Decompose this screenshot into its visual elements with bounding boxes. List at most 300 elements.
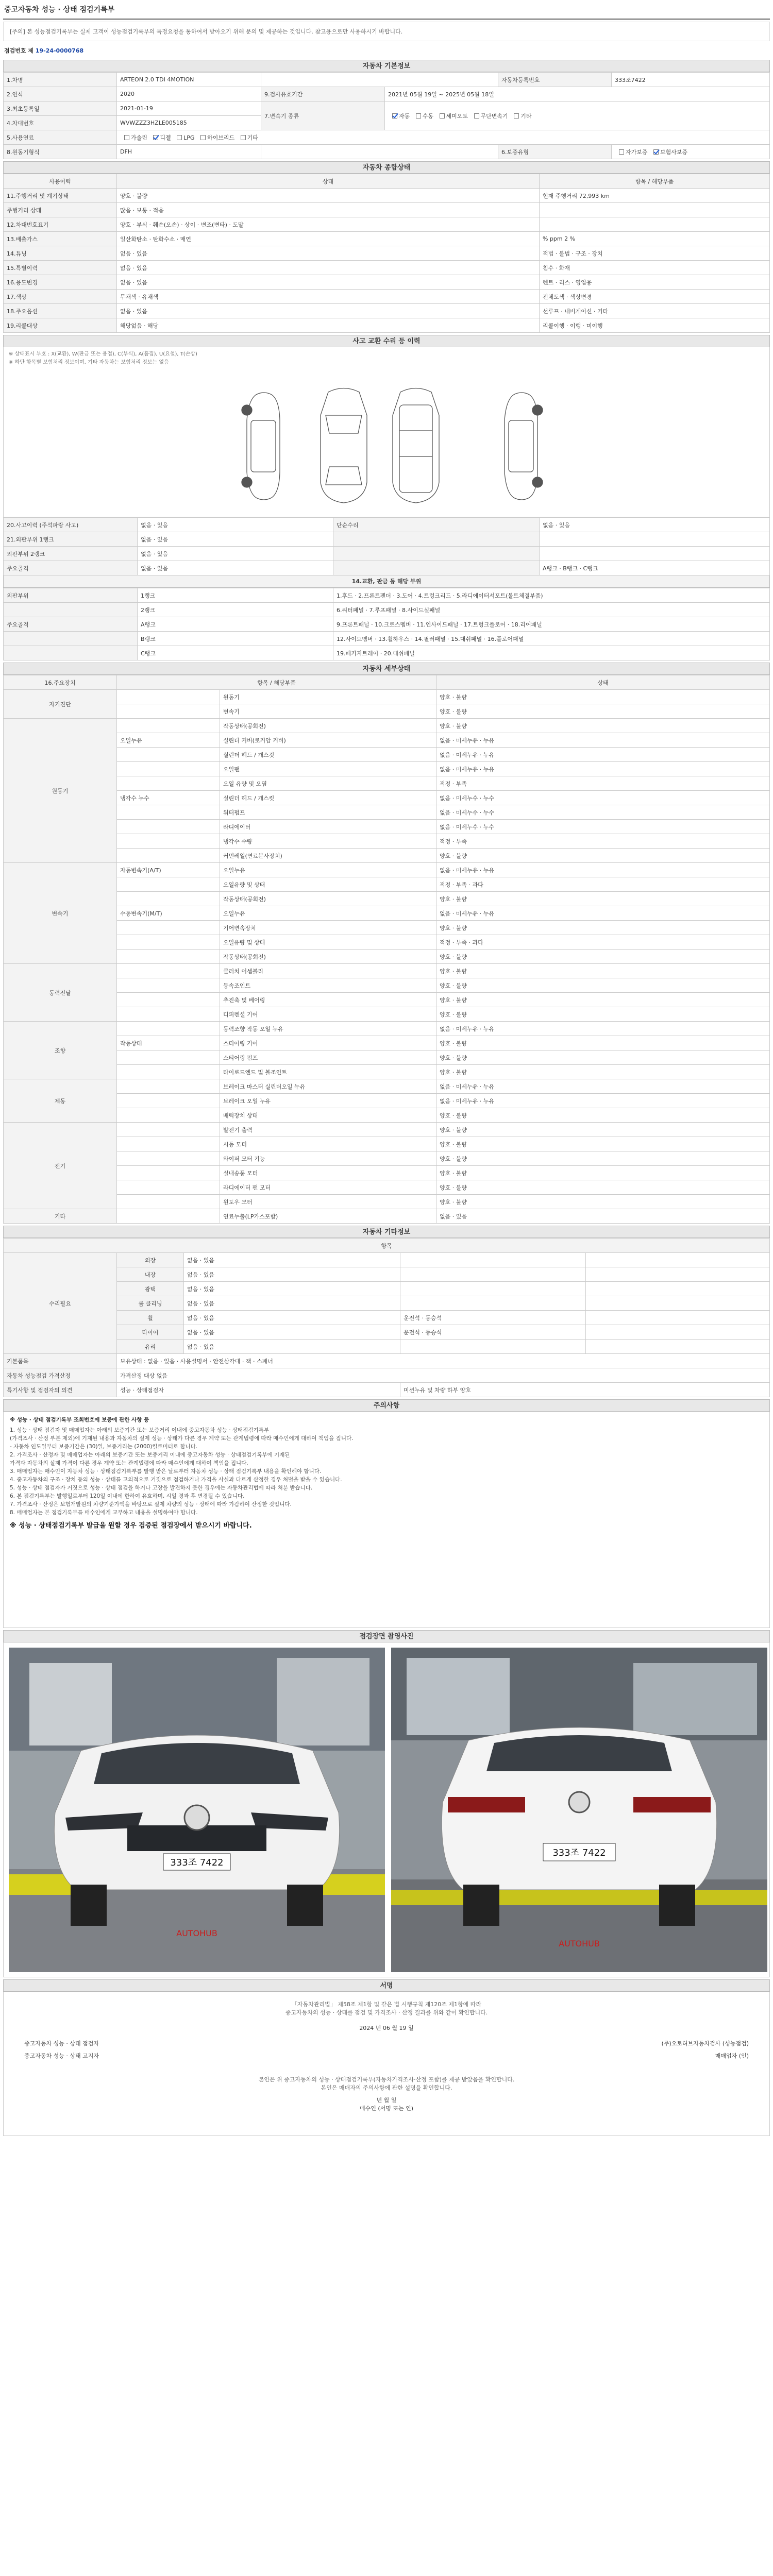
table-row	[4, 217, 770, 232]
item-state: 없음 · 미세누수 · 누수	[436, 805, 770, 820]
col-header: 항목	[4, 1239, 770, 1253]
other-table	[3, 1238, 770, 1397]
caution-line: (가격조사 · 산정 부분 제외)에 기재된 내용과 자동차의 실제 성능 · 상태가 다른 경우 계약 또는 관계법령에 따라 매수인에게 대하여 책임을 집니다.	[10, 1435, 354, 1442]
row-detail: % ppm 2 %	[540, 232, 770, 246]
table-row	[4, 762, 770, 776]
table-row	[4, 1108, 770, 1123]
motor-type: DFH	[117, 145, 261, 159]
row-right-value: A랭크 · B랭크 · C랭크	[540, 561, 770, 575]
row-state: 양호 · 불량	[117, 189, 540, 203]
item-name: 변속기	[220, 704, 436, 719]
price-value: 매매업자 (인)	[715, 2053, 749, 2059]
row-detail: 현재 주행거리 72,993 km	[540, 189, 770, 203]
other-blank	[586, 1267, 770, 1282]
table-row	[4, 805, 770, 820]
sign-date: 2024 년 06 월 19 일	[359, 2025, 414, 2031]
table-row	[4, 978, 770, 993]
checkbox	[392, 113, 397, 118]
table-row	[4, 877, 770, 892]
sign-line: 본인은 매매자의 주의사항에 관한 설명을 확인합니다.	[321, 2084, 452, 2091]
item-name: 등속조인트	[220, 978, 436, 993]
group-label: 기타	[4, 1209, 117, 1224]
table-row	[4, 588, 770, 603]
item-sub	[117, 921, 220, 935]
item-name: 실린더 커버(로커암 커버)	[220, 733, 436, 748]
row-state: 없음 · 있음	[117, 304, 540, 318]
label: 기본품목	[4, 1354, 117, 1368]
parts-table	[3, 588, 770, 660]
checkbox	[200, 135, 206, 140]
table-row	[4, 1209, 770, 1224]
row-state: 없음 · 있음	[117, 246, 540, 261]
item-sub	[117, 719, 220, 733]
table-row	[4, 232, 770, 246]
parts-side: 주요골격	[4, 617, 138, 632]
table-row	[4, 1267, 770, 1282]
item-state: 양호 · 불량	[436, 950, 770, 964]
other-blank	[586, 1282, 770, 1296]
caution-line: 8. 매매업자는 본 점검기록부를 매수인에게 교부하고 내용을 설명하여야 합니다.	[10, 1510, 198, 1516]
group-label: 조향	[4, 1022, 117, 1079]
item-state: 적정 · 부족 · 과다	[436, 935, 770, 950]
item-state: 양호 · 불량	[436, 1195, 770, 1209]
table-row	[4, 704, 770, 719]
item-name: 디퍼렌셜 기어	[220, 1007, 436, 1022]
label: 5.사용연료	[4, 130, 117, 145]
other-extra	[400, 1282, 586, 1296]
group-label: 변속기	[4, 863, 117, 964]
inspector-label: 중고자동차 성능 · 상태 점검자	[24, 2040, 99, 2047]
accident-table	[3, 517, 770, 575]
option-label: 하이브리드	[207, 134, 235, 141]
col-header: 상태	[436, 675, 770, 690]
item-state: 없음 · 미세누유 · 누유	[436, 1094, 770, 1108]
basic-info-table	[3, 72, 770, 159]
other-extra	[400, 1340, 586, 1354]
item-state: 양호 · 불량	[436, 892, 770, 906]
other-state: 없음 · 있음	[184, 1267, 400, 1282]
item-name: 라디에이터	[220, 820, 436, 834]
row-right-label	[333, 561, 540, 575]
table-row	[4, 1340, 770, 1354]
table-row	[4, 1022, 770, 1036]
item-sub	[117, 877, 220, 892]
other-state: 없음 · 있음	[184, 1296, 400, 1311]
floor-brand-text: AUTOHUB	[176, 1928, 217, 1938]
item-state: 양호 · 불량	[436, 978, 770, 993]
item-name: 발전기 출력	[220, 1123, 436, 1137]
row-label: 16.용도변경	[4, 275, 117, 290]
group-label: 동력전달	[4, 964, 117, 1022]
other-state: 없음 · 있음	[184, 1253, 400, 1267]
other-name: 광택	[117, 1282, 184, 1296]
item-sub	[117, 935, 220, 950]
item-name: 워터펌프	[220, 805, 436, 820]
row-detail	[540, 217, 770, 232]
parts-side	[4, 632, 138, 646]
label: 1.차명	[4, 73, 117, 87]
group-label: 제동	[4, 1079, 117, 1123]
table-row	[4, 950, 770, 964]
parts-rank: 2랭크	[138, 603, 333, 617]
section-other-title: 자동차 기타정보	[3, 1226, 770, 1238]
sign-line: 본인은 위 중고자동차의 성능 · 상태점검기록부(자동차가격조사·산정 포함)를 제공 받았음을 확인합니다.	[258, 2076, 515, 2083]
row-label: 15.특별이력	[4, 261, 117, 275]
item-sub	[117, 704, 220, 719]
option-label: 기타	[520, 112, 532, 120]
item-sub	[117, 1137, 220, 1151]
table-row	[4, 1282, 770, 1296]
label: 9.검사유효기간	[261, 87, 385, 101]
row-label: 13.배출가스	[4, 232, 117, 246]
option-label: LPG	[183, 134, 195, 141]
row-label: 11.주행거리 및 계기상태	[4, 189, 117, 203]
item-state: 양호 · 불량	[436, 964, 770, 978]
accident-diagram-area	[3, 347, 770, 517]
item-state: 양호 · 불량	[436, 1036, 770, 1050]
row-label: 주요골격	[4, 561, 138, 575]
table-row	[4, 993, 770, 1007]
caution-line: 1. 성능 · 상태 점검자 및 매매업자는 아래의 보증기간 또는 보증거리 이내에 중고자동차 성능 · 상태점검기록부	[10, 1427, 269, 1433]
parts-rank: C랭크	[138, 646, 333, 660]
item-sub: 냉각수 누수	[117, 791, 220, 805]
option-label: 자가보증	[626, 148, 648, 156]
item-sub	[117, 1079, 220, 1094]
other-name: 룸 클리닝	[117, 1296, 184, 1311]
row-state: 양호 · 부식 · 훼손(오손) · 상이 · 변조(변타) · 도말	[117, 217, 540, 232]
item-state: 없음 · 미세누유 · 누유	[436, 1079, 770, 1094]
item-sub	[117, 950, 220, 964]
item-state: 양호 · 불량	[436, 1050, 770, 1065]
checkbox	[177, 135, 182, 140]
checkbox	[124, 135, 129, 140]
caution-final: ※ 성능 · 상태점검기록부 발급을 원할 경우 검증된 점검장에서 받으시기 바랍니다.	[10, 1522, 252, 1530]
item-sub	[117, 762, 220, 776]
other-extra	[400, 1267, 586, 1282]
other-extra	[400, 1253, 586, 1267]
item-state: 양호 · 불량	[436, 993, 770, 1007]
item-name: 작동상태(공회전)	[220, 892, 436, 906]
table-row	[4, 849, 770, 863]
row-detail: 렌트 · 리스 · 영업용	[540, 275, 770, 290]
table-row	[4, 834, 770, 849]
other-state: 없음 · 있음	[184, 1282, 400, 1296]
item-name: 윈도우 모터	[220, 1195, 436, 1209]
label: 자동차 성능점검 가격산정	[4, 1368, 117, 1383]
row-right-label: 단순수리	[333, 518, 540, 532]
other-blank	[586, 1296, 770, 1311]
parts-side	[4, 603, 138, 617]
price-value: 가격산정 대상 없음	[117, 1368, 770, 1383]
table-row	[4, 603, 770, 617]
table-row	[4, 690, 770, 704]
front-plate-text: 333조 7422	[170, 1857, 224, 1868]
caution-line: - 자동차 인도일부터 보증기간은 (30)일, 보증거리는 (2000)킬로미터로 합니다.	[10, 1444, 198, 1450]
parts-list: 1.후드 · 2.프론트펜더 · 3.도어 · 4.트렁크리드 · 5.라디에이터서포트(볼트체결부품)	[333, 588, 770, 603]
table-row	[4, 719, 770, 733]
table-row	[4, 964, 770, 978]
col-header: 항목 / 해당부품	[117, 675, 436, 690]
table-row	[4, 1296, 770, 1311]
item-name: 기어변속장치	[220, 921, 436, 935]
col-header: 사용이력	[4, 174, 117, 189]
rear-plate-text: 333조 7422	[552, 1848, 606, 1858]
other-extra	[400, 1296, 586, 1311]
option-label: 무단변속기	[480, 112, 508, 120]
option-label: 기타	[247, 134, 258, 141]
row-label: 19.리콜대상	[4, 318, 117, 333]
item-name: 스티어링 기어	[220, 1036, 436, 1050]
table-row	[4, 547, 770, 561]
item-sub	[117, 1123, 220, 1137]
other-blank	[586, 1311, 770, 1325]
table-row	[4, 532, 770, 547]
transmission-options	[385, 101, 770, 130]
label: 특기사항 및 점검자의 의견	[4, 1383, 117, 1397]
checkbox	[514, 113, 519, 118]
item-sub	[117, 993, 220, 1007]
signer-row	[4, 2032, 769, 2047]
item-name: 오일누유	[220, 906, 436, 921]
item-sub	[117, 892, 220, 906]
photos-area	[3, 1642, 770, 1977]
col-header: 상태	[117, 174, 540, 189]
item-state: 양호 · 불량	[436, 690, 770, 704]
warranty-options	[612, 145, 770, 159]
caution-line: 3. 매매업자는 매수인이 자동차 성능 · 상태점검기록부를 발행 받은 날로부터 자동차 성능 · 상태 점검기록부 내용을 확인해야 합니다.	[10, 1468, 322, 1475]
item-state: 양호 · 불량	[436, 1065, 770, 1079]
option-label: 보험사보증	[660, 148, 688, 156]
parts-list: 12.사이드멤버 · 13.휠하우스 · 14.필러패널 · 15.대쉬패널 · 16.플로어패널	[333, 632, 770, 646]
item-name: 배력장치 상태	[220, 1108, 436, 1123]
price-label: 중고자동차 성능 · 상태 고지자	[24, 2053, 99, 2059]
sign-line: 중고자동차의 성능 · 상태를 점검 및 가격조사 · 산정 결과를 위와 같이 확인합니다.	[285, 2009, 488, 2016]
item-sub	[117, 1050, 220, 1065]
cert-no-value: 19-24-0000768	[35, 47, 84, 54]
other-name: 타이어	[117, 1325, 184, 1340]
item-sub	[117, 1209, 220, 1224]
row-value: 없음 · 있음	[138, 532, 333, 547]
table-row	[4, 776, 770, 791]
option-label: 가솔린	[131, 134, 147, 141]
checkbox	[474, 113, 479, 118]
table-row	[4, 906, 770, 921]
table-row	[4, 189, 770, 203]
rear-car-image	[391, 1648, 767, 1972]
item-sub	[117, 1166, 220, 1180]
item-state: 양호 · 불량	[436, 1137, 770, 1151]
item-name: 라디에이터 팬 모터	[220, 1180, 436, 1195]
item-state: 양호 · 불량	[436, 704, 770, 719]
other-name: 내장	[117, 1267, 184, 1282]
item-name: 연료누출(LP가스포함)	[220, 1209, 436, 1224]
item-sub	[117, 1180, 220, 1195]
other-name: 유리	[117, 1340, 184, 1354]
table-row	[4, 275, 770, 290]
caution-line: 7. 가격조사 · 산정은 보험개발원의 차량기준가액을 바탕으로 실제 차량의 성능 · 상태에 따라 가감하여 산정한 것입니다.	[10, 1501, 292, 1507]
option-label: 디젤	[160, 134, 171, 141]
table-row	[4, 892, 770, 906]
item-name: 동력조향 작동 오일 누유	[220, 1022, 436, 1036]
cert-no-label: 점검번호 제	[4, 47, 33, 54]
row-value: 없음 · 있음	[138, 518, 333, 532]
item-name: 와이퍼 모터 기능	[220, 1151, 436, 1166]
label: 4.차대번호	[4, 116, 117, 130]
table-row	[4, 1137, 770, 1151]
table-row	[4, 646, 770, 660]
other-blank	[586, 1340, 770, 1354]
item-name: 클러치 어셈블리	[220, 964, 436, 978]
basic-items: 보유상태 : 없음 · 있음 · 사용설명서 · 안전삼각대 · 잭 · 스패너	[117, 1354, 770, 1368]
car-name: ARTEON 2.0 TDI 4MOTION	[117, 73, 261, 87]
table-row	[4, 1079, 770, 1094]
item-name: 실린더 헤드 / 개스킷	[220, 791, 436, 805]
table-row	[4, 1195, 770, 1209]
valid-period: 2021년 05월 19일 ~ 2025년 05월 18일	[385, 87, 770, 101]
item-state: 없음 · 있음	[436, 1209, 770, 1224]
sign-line: 「자동차관리법」 제58조 제1항 및 같은 법 시행규칙 제120조 제1항에 따라	[291, 2001, 482, 2008]
table-row	[4, 863, 770, 877]
group-label: 자기진단	[4, 690, 117, 719]
caution-heading: ※ 성능 · 상태 점검기록부 조회번호에 보증에 관한 사항 등	[10, 1417, 149, 1423]
table-row	[4, 1007, 770, 1022]
caution-line: 4. 중고자동차의 구조 · 장치 등의 성능 · 상태를 고의적으로 거짓으로 점검하거나 가격을 사실과 다르게 산정한 경우 처벌을 받을 수 있습니다.	[10, 1477, 342, 1483]
table-row	[4, 261, 770, 275]
checkbox	[416, 113, 421, 118]
item-name: 실린더 헤드 / 개스킷	[220, 748, 436, 762]
notice-text: [주의] 본 성능점검기록부는 실제 고객이 성능점검기록부의 특정요청을 통하여서 받아오기 위해 문의 및 제공하는 것입니다. 참고용으로만 사용하시기 바랍니다.	[3, 22, 770, 41]
item-state: 양호 · 불량	[436, 921, 770, 935]
item-state: 없음 · 미세누유 · 누유	[436, 1022, 770, 1036]
table-row	[4, 203, 770, 217]
section-basic-title: 자동차 기본정보	[3, 60, 770, 72]
parts-rank: B랭크	[138, 632, 333, 646]
vin: WVWZZZ3HZLE005185	[117, 116, 261, 130]
table-row	[4, 1065, 770, 1079]
item-name: 시동 모터	[220, 1137, 436, 1151]
row-detail: 적법 · 불법 · 구조 · 장치	[540, 246, 770, 261]
group-label: 원동기	[4, 719, 117, 863]
item-name: 오일누유	[220, 863, 436, 877]
caution-box	[3, 1412, 770, 1628]
item-state: 적정 · 부족	[436, 834, 770, 849]
group-label: 수리필요	[4, 1253, 117, 1354]
row-label: 17.색상	[4, 290, 117, 304]
buyer-sign: 매수인 (서명 또는 인)	[359, 2105, 414, 2112]
caution-line: 2. 가격조사 · 산정자 및 매매업자는 아래의 보증기간 또는 보증거리 이내에 중고자동차 성능 · 상태점검기록부에 기재된	[10, 1452, 290, 1458]
row-state: 없음 · 있음	[117, 275, 540, 290]
option-label: 세미오토	[446, 112, 468, 120]
other-extra: 운전석 · 동승석	[400, 1325, 586, 1340]
row-detail: 침수 · 화재	[540, 261, 770, 275]
item-sub	[117, 1108, 220, 1123]
document-title: 중고자동차 성능 · 상태 점검기록부	[3, 3, 770, 20]
row-label: 12.차대번호표기	[4, 217, 117, 232]
item-state: 양호 · 불량	[436, 1123, 770, 1137]
item-sub	[117, 1094, 220, 1108]
item-sub	[117, 849, 220, 863]
row-label: 외판부위 2랭크	[4, 547, 138, 561]
caution-line: 6. 본 점검기록부는 발행일로부터 120일 이내에 한하여 유효하며, 시일 경과 후 변경될 수 있습니다.	[10, 1493, 245, 1499]
item-sub: 수동변속기(M/T)	[117, 906, 220, 921]
option-label: 자동	[399, 112, 410, 120]
item-state: 양호 · 불량	[436, 1180, 770, 1195]
item-name: 작동상태(공회전)	[220, 719, 436, 733]
row-detail: 선루프 · 내비게이션 · 기타	[540, 304, 770, 318]
section-photos-title: 점검장면 촬영사진	[3, 1630, 770, 1642]
table-row	[4, 290, 770, 304]
parts-rank: 1랭크	[138, 588, 333, 603]
certificate-number	[3, 44, 770, 58]
label: 6.보증유형	[498, 145, 612, 159]
legend-line: ※ 하단 항목별 보험처리 정보이며, 기타 자동차는 보험처리 정보는 없음	[9, 360, 169, 365]
item-name: 오일팬	[220, 762, 436, 776]
row-value: 없음 · 있음	[138, 561, 333, 575]
item-sub	[117, 978, 220, 993]
table-row	[4, 1311, 770, 1325]
item-state: 없음 · 미세누유 · 누유	[436, 748, 770, 762]
item-state: 없음 · 미세누수 · 누수	[436, 791, 770, 805]
front-photo	[9, 1648, 385, 1972]
parts-side	[4, 646, 138, 660]
table-row	[4, 1094, 770, 1108]
front-car-image	[9, 1648, 385, 1972]
other-name: 외장	[117, 1253, 184, 1267]
row-right-label	[333, 532, 540, 547]
table-row	[4, 820, 770, 834]
table-row	[4, 733, 770, 748]
first-reg-date: 2021-01-19	[117, 101, 261, 116]
parts-list: 19.패키지트레이 · 20.대쉬패널	[333, 646, 770, 660]
table-row	[4, 1151, 770, 1166]
item-name: 브레이크 마스터 실린더오일 누유	[220, 1079, 436, 1094]
other-extra: 운전석 · 동승석	[400, 1311, 586, 1325]
item-sub	[117, 690, 220, 704]
table-row	[4, 1253, 770, 1267]
item-sub: 자동변속기(A/T)	[117, 863, 220, 877]
car-diagram-image	[236, 384, 555, 508]
reg-no: 333조7422	[612, 73, 770, 87]
item-sub	[117, 834, 220, 849]
other-blank	[586, 1325, 770, 1340]
item-sub	[117, 1195, 220, 1209]
table-row	[4, 1036, 770, 1050]
item-state: 없음 · 미세누유 · 누유	[436, 906, 770, 921]
row-state: 일산화탄소 · 탄화수소 · 매연	[117, 232, 540, 246]
item-name: 오일유량 및 상태	[220, 877, 436, 892]
section-sign-title: 서명	[3, 1979, 770, 1992]
item-sub	[117, 748, 220, 762]
other-state: 없음 · 있음	[184, 1340, 400, 1354]
checkbox	[440, 113, 445, 118]
parts-list: 6.쿼터패널 · 7.루프패널 · 8.사이드실패널	[333, 603, 770, 617]
parts-rank: A랭크	[138, 617, 333, 632]
item-name: 타이로드엔드 및 볼조인트	[220, 1065, 436, 1079]
item-name: 추진축 및 베어링	[220, 993, 436, 1007]
item-sub	[117, 820, 220, 834]
table-row	[4, 561, 770, 575]
item-state: 적정 · 부족 · 과다	[436, 877, 770, 892]
fuel-options	[117, 130, 770, 145]
item-state: 적정 · 부족	[436, 776, 770, 791]
table-row	[4, 632, 770, 646]
option-label: 수동	[422, 112, 434, 120]
item-sub	[117, 1022, 220, 1036]
col-header: 16.주요장치	[4, 675, 117, 690]
parts-list: 9.프론트패널 · 10.크로스멤버 · 11.인사이드패널 · 17.트렁크플로어 · 18.리어패널	[333, 617, 770, 632]
col-header: 항목 / 해당부품	[540, 174, 770, 189]
table-row	[4, 318, 770, 333]
